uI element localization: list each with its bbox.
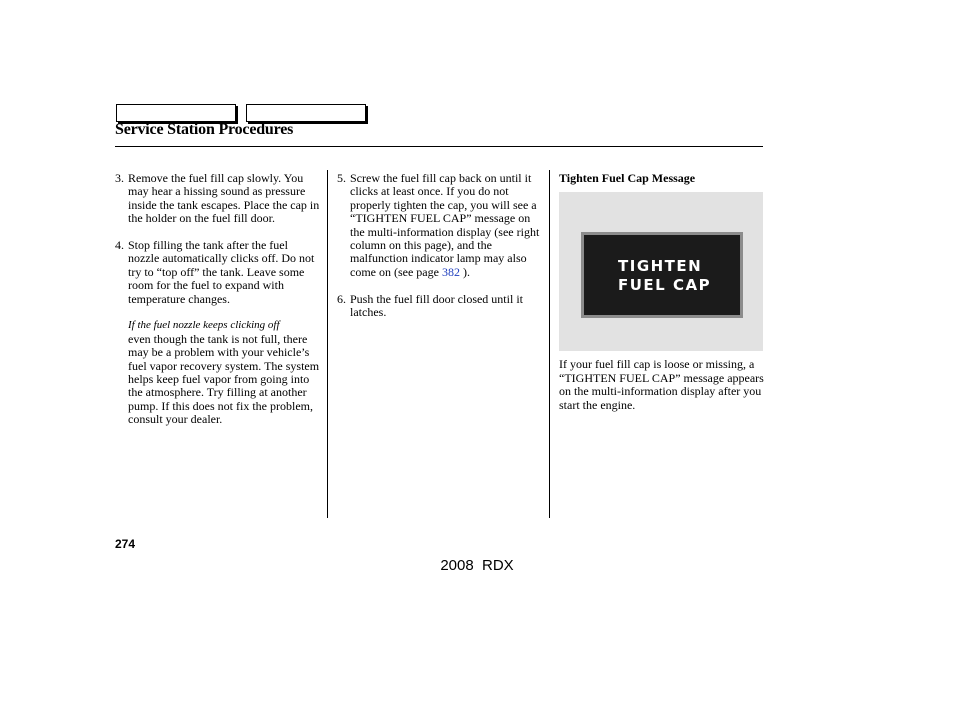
message-explanation: If your fuel fill cap is loose or missing, a “TIGHTEN FUEL CAP” message appears on the multi-information display after you start the engine. [559,357,764,412]
section-title: Service Station Procedures [115,121,294,138]
step-text-end: ). [459,264,470,279]
display-message: TIGHTEN FUEL CAP [618,257,712,295]
display-illustration [559,192,763,351]
step-text: Screw the fuel fill cap back on until it clicks at least once. If you do not properly tighten the cap, you will see a “TIGHTEN FUEL CAP” message on the multi-information display (see right column on this page), and the malfunction indicator lamp may also come on (see page [350,171,540,279]
message-heading: Tighten Fuel Cap Message [559,171,696,185]
step-4 [115,239,320,306]
step-text: Remove the fuel fill cap slowly. You may hear a hissing sound as pressure inside the tank escapes. Place the cap in the holder on the fuel fill door. [128,171,320,226]
middle-column [337,172,542,319]
step-number: 6. [337,291,346,306]
footer-model: 2008 RDX [440,557,514,574]
column-divider-left [327,170,328,518]
step-number: 5. [337,171,346,185]
header-divider [115,146,763,147]
left-column [115,172,320,427]
step-5 [337,172,542,279]
step-text: Push the fuel fill door closed until it latches. [350,291,523,320]
header-tab-box-right [246,104,366,122]
header-tab-box-left [116,104,236,122]
step-number: 4. [115,238,124,253]
note-lead: If the fuel nozzle keeps clicking off [128,319,280,332]
note-text: even though the tank is not full, there may be a problem with your vehicle’s fuel vapor recovery system. The system helps keep fuel vapor from going into the atmosphere. Try filling at another pump. If this does not fix the problem, consult your dealer. [128,331,320,427]
page-number: 274 [115,537,136,551]
step-text: Stop filling the tank after the fuel nozzle automatically clicks off. Do not try to “top off” the tank. Leave some room for the fuel to expand with temperature changes. [128,238,315,306]
nozzle-note [115,319,320,426]
page-link-382[interactable]: 382 [441,264,460,279]
multi-information-display [581,232,743,318]
step-3 [115,172,320,226]
right-column [559,172,764,412]
step-number: 3. [115,171,124,185]
column-divider-right [549,170,550,518]
step-6 [337,293,542,320]
